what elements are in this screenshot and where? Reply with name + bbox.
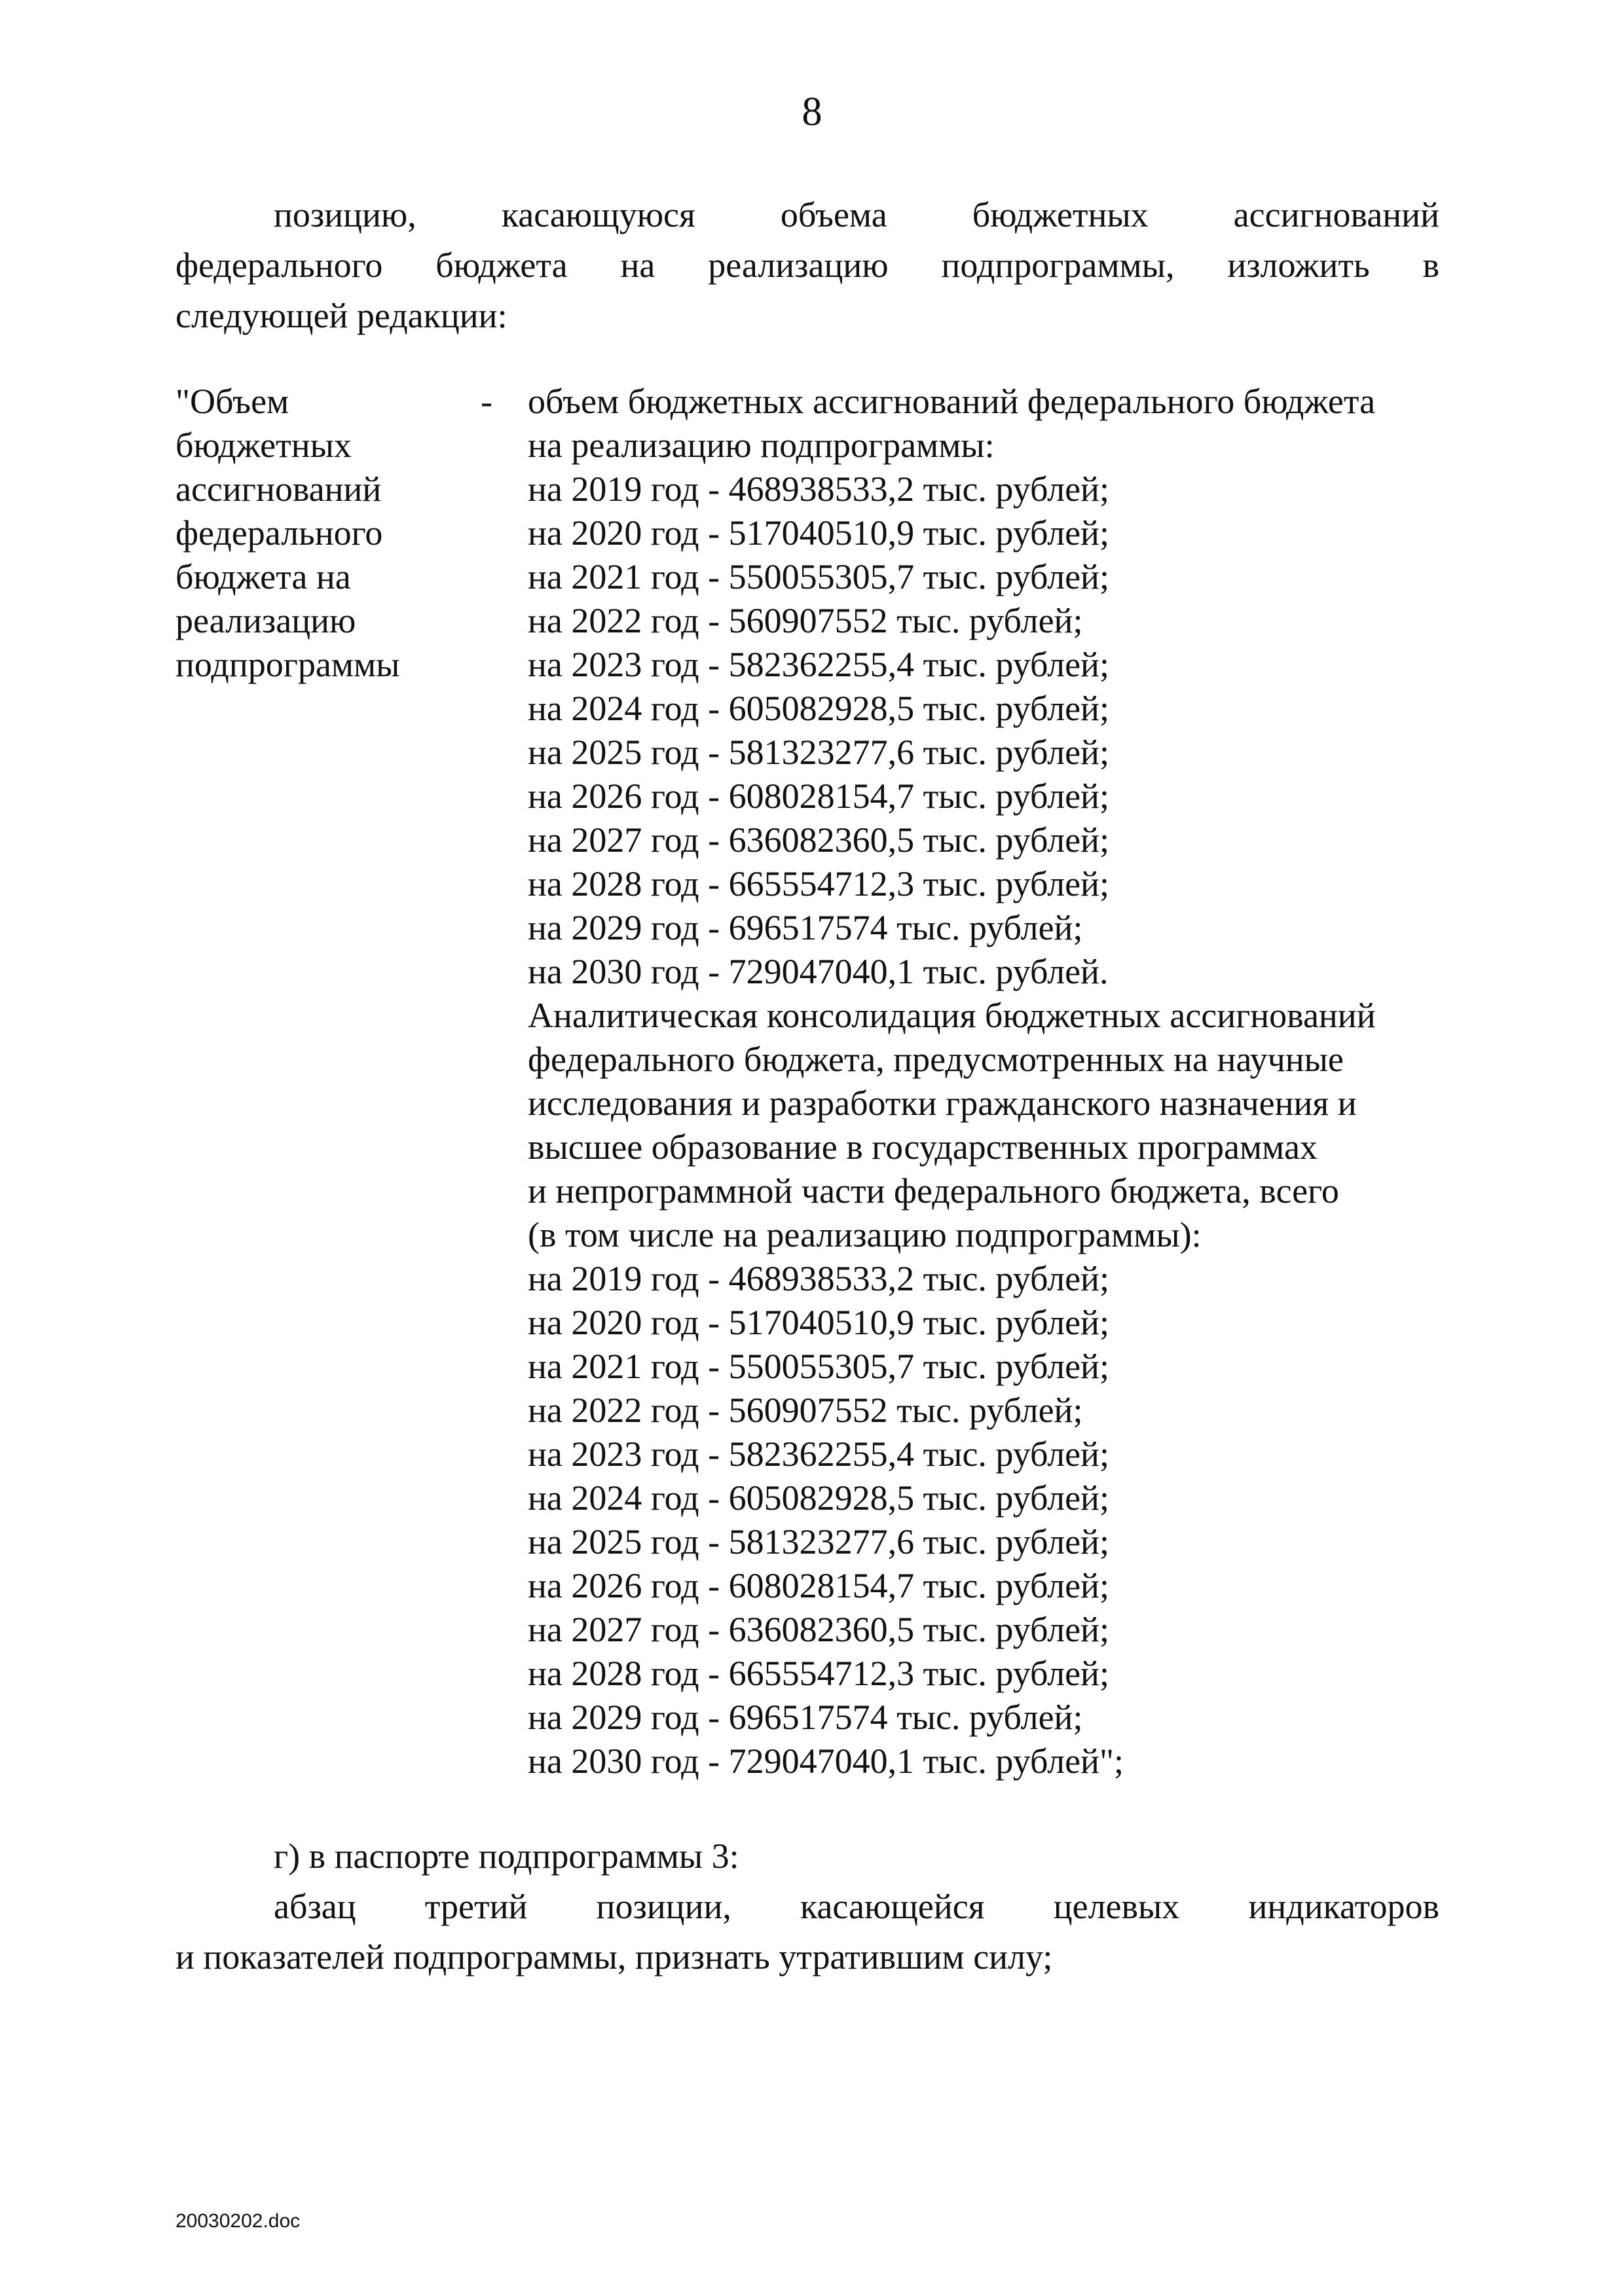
section2-year-line: на 2023 год - 582362255,4 тыс. рублей; bbox=[528, 1434, 1109, 1474]
section2-heading-line: федерального бюджета, предусмотренных на научные bbox=[528, 1040, 1344, 1079]
intro-word: изложить bbox=[1227, 246, 1370, 285]
closing-word: индикаторов bbox=[1248, 1887, 1439, 1926]
intro-line-1 bbox=[175, 190, 1439, 240]
closing-word: целевых bbox=[1053, 1887, 1180, 1926]
section2-year-line: на 2020 год - 517040510,9 тыс. рублей; bbox=[528, 1303, 1109, 1342]
section2-year-line: на 2026 год - 608028154,7 тыс. рублей; bbox=[528, 1566, 1109, 1605]
intro-word: бюджета bbox=[435, 246, 568, 285]
section2-year-line: на 2024 год - 605082928,5 тыс. рублей; bbox=[528, 1478, 1109, 1518]
section1-year-line: на 2025 год - 581323277,6 тыс. рублей; bbox=[528, 733, 1109, 772]
section2-year-line: на 2021 год - 550055305,7 тыс. рублей; bbox=[528, 1347, 1109, 1386]
intro-word: ассигнований bbox=[1233, 195, 1439, 234]
section1-heading-line: на реализацию подпрограммы: bbox=[528, 426, 995, 465]
section2-year-line: на 2030 год - 729047040,1 тыс. рублей"; bbox=[528, 1741, 1124, 1781]
passport-dash: - bbox=[481, 382, 492, 421]
closing-word: касающейся bbox=[800, 1887, 985, 1926]
section2-heading-line: Аналитическая консолидация бюджетных ассигнований bbox=[528, 996, 1376, 1035]
closing-word: абзац bbox=[274, 1887, 356, 1926]
intro-word: касающуюся bbox=[501, 195, 695, 234]
passport-label-line: бюджета на bbox=[175, 557, 351, 596]
section2-year-line: на 2027 год - 636082360,5 тыс. рублей; bbox=[528, 1610, 1109, 1649]
closing-para-line-2: и показателей подпрограммы, признать утратившим силу; bbox=[175, 1937, 1053, 1977]
section1-year-line: на 2019 год - 468938533,2 тыс. рублей; bbox=[528, 469, 1109, 509]
intro-word: федерального bbox=[175, 246, 383, 285]
item-g-line: г) в паспорте подпрограммы 3: bbox=[274, 1836, 739, 1876]
intro-line-3: следующей редакции: bbox=[175, 296, 507, 335]
section1-year-line: на 2028 год - 665554712,3 тыс. рублей; bbox=[528, 864, 1109, 903]
section2-year-line: на 2025 год - 581323277,6 тыс. рублей; bbox=[528, 1522, 1109, 1561]
section1-year-line: на 2020 год - 517040510,9 тыс. рублей; bbox=[528, 513, 1109, 553]
section2-year-line: на 2022 год - 560907552 тыс. рублей; bbox=[528, 1391, 1083, 1430]
intro-word: бюджетных bbox=[972, 195, 1149, 234]
closing-paragraphs bbox=[175, 1831, 1439, 1982]
intro-word: в bbox=[1422, 246, 1439, 285]
intro-word: позицию, bbox=[274, 195, 416, 234]
passport-label-line: реализацию bbox=[175, 601, 356, 640]
section2-heading-line: исследования и разработки гражданского назначения и bbox=[528, 1084, 1357, 1123]
section1-year-line: на 2023 год - 582362255,4 тыс. рублей; bbox=[528, 645, 1109, 684]
passport-label-line: бюджетных bbox=[175, 426, 352, 465]
section2-year-line: на 2029 год - 696517574 тыс. рублей; bbox=[528, 1698, 1083, 1737]
passport-label-line: подпрограммы bbox=[175, 645, 400, 684]
section2-heading-line: и непрограммной части федерального бюджета, всего bbox=[528, 1171, 1339, 1211]
passport-label-line: федерального bbox=[175, 513, 383, 553]
passport-label-column bbox=[175, 380, 464, 687]
closing-para-line-1 bbox=[175, 1882, 1439, 1932]
intro-line-2 bbox=[175, 240, 1439, 291]
intro-word: объема bbox=[780, 195, 887, 234]
section1-year-line: на 2026 год - 608028154,7 тыс. рублей; bbox=[528, 776, 1109, 816]
section1-year-line: на 2022 год - 560907552 тыс. рублей; bbox=[528, 601, 1083, 640]
closing-word: позиции, bbox=[596, 1887, 731, 1926]
passport-label-line: "Объем bbox=[175, 382, 289, 421]
passport-value-column bbox=[528, 380, 1484, 1783]
passport-label-line: ассигнований bbox=[175, 469, 382, 509]
section1-year-line: на 2027 год - 636082360,5 тыс. рублей; bbox=[528, 820, 1109, 860]
section1-year-line: на 2024 год - 605082928,5 тыс. рублей; bbox=[528, 689, 1109, 728]
section2-heading-line: (в том числе на реализацию подпрограммы): bbox=[528, 1215, 1202, 1254]
closing-word: третий bbox=[424, 1887, 528, 1926]
intro-word: реализацию bbox=[708, 246, 889, 285]
section1-year-line: на 2030 год - 729047040,1 тыс. рублей. bbox=[528, 952, 1109, 991]
section2-year-line: на 2019 год - 468938533,2 тыс. рублей; bbox=[528, 1259, 1109, 1298]
footer-filename: 20030202.doc bbox=[175, 2210, 301, 2232]
section1-heading-line: объем бюджетных ассигнований федерального бюджета bbox=[528, 382, 1376, 421]
intro-word: подпрограммы, bbox=[941, 246, 1175, 285]
intro-paragraph bbox=[175, 190, 1439, 341]
section1-year-line: на 2021 год - 550055305,7 тыс. рублей; bbox=[528, 557, 1109, 596]
page-number: 8 bbox=[802, 90, 822, 134]
section1-year-line: на 2029 год - 696517574 тыс. рублей; bbox=[528, 908, 1083, 947]
section2-heading-line: высшее образование в государственных программах bbox=[528, 1127, 1318, 1167]
section2-year-line: на 2028 год - 665554712,3 тыс. рублей; bbox=[528, 1654, 1109, 1693]
intro-word: на bbox=[620, 246, 655, 285]
